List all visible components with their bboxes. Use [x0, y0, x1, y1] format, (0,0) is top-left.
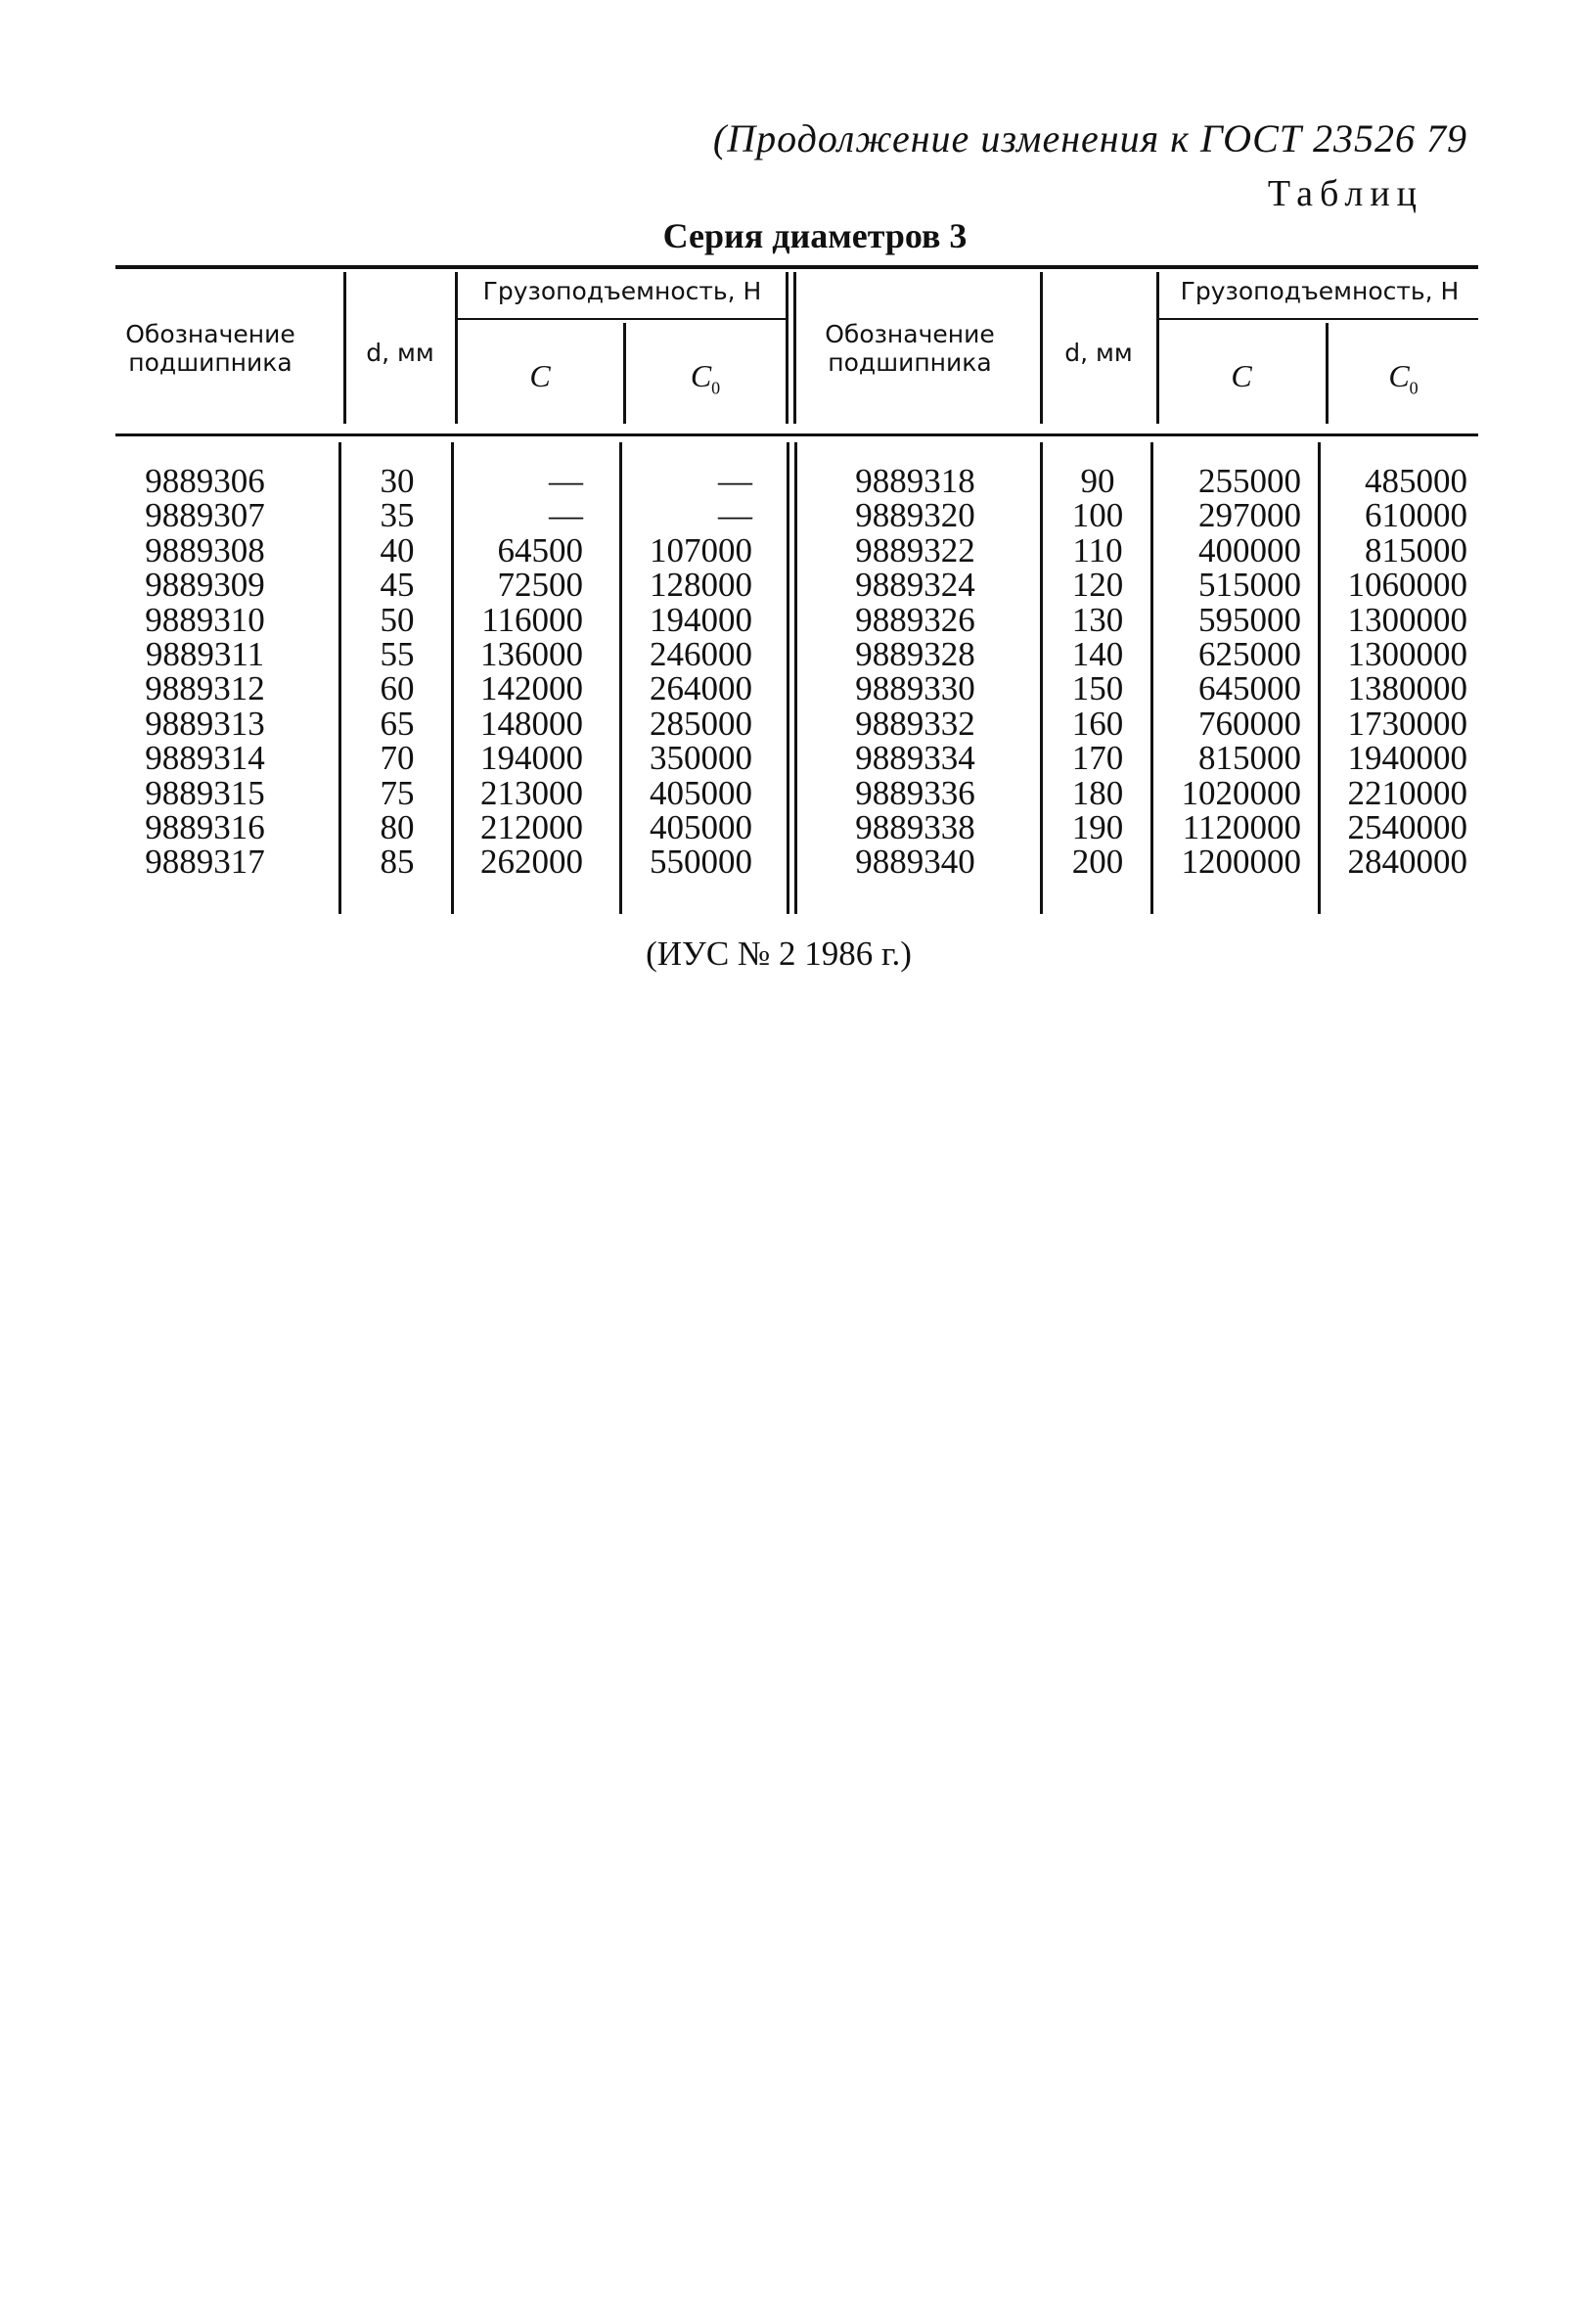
right-designation-column — [830, 464, 1001, 880]
table-cell-c: 515000 — [1198, 566, 1301, 605]
table-cell-d: 70 — [380, 739, 415, 778]
table-label: Таблиц — [1267, 173, 1423, 214]
col-header-designation: Обозначение подшипника — [825, 320, 995, 377]
table-cell-designation: 9889306 — [145, 462, 265, 500]
table-cell-c: 815000 — [1198, 739, 1301, 778]
header-divider — [786, 272, 788, 424]
header-divider — [1156, 272, 1159, 424]
table-cell-d: 180 — [1071, 773, 1124, 812]
body-divider — [1318, 442, 1321, 914]
table-cell-c0: 1300000 — [1347, 634, 1467, 673]
table-cell-c0: 285000 — [650, 704, 752, 743]
table-cell-c0: 610000 — [1365, 496, 1467, 535]
table-cell-d: 50 — [380, 600, 415, 639]
load-subheader-rule-left — [458, 318, 786, 320]
table-cell-c: 116000 — [481, 600, 583, 639]
table-cell-designation: 9889336 — [855, 773, 975, 812]
table-cell-c: 142000 — [480, 669, 583, 708]
col-header-c0: $C_0$ — [690, 358, 721, 398]
table-cell-c: 1120000 — [1182, 807, 1301, 846]
table-cell-d: 90 — [1080, 462, 1115, 500]
table-cell-d: 110 — [1072, 530, 1123, 570]
table-cell-d: 35 — [380, 496, 415, 535]
header-divider — [343, 272, 346, 424]
table-cell-c0: 107000 — [650, 530, 752, 570]
table-cell-c0: 194000 — [650, 600, 752, 639]
table-cell-designation: 9889338 — [855, 807, 975, 846]
col-header-c0: $C_0$ — [1388, 358, 1419, 398]
left-d-column — [342, 464, 452, 880]
table-cell-designation: 9889312 — [145, 669, 265, 708]
header-divider — [793, 272, 796, 424]
table-cell-c: 760000 — [1198, 704, 1301, 743]
table-cell-designation: 9889318 — [855, 462, 975, 500]
header-divider — [455, 272, 458, 424]
load-subheader-rule-right — [1159, 318, 1478, 320]
table-cell-designation: 9889334 — [855, 739, 975, 778]
table-cell-designation: 9889310 — [145, 600, 265, 639]
table-cell-c0: 550000 — [650, 843, 752, 882]
table-cell-c0: 350000 — [650, 739, 752, 778]
table-cell-designation: 9889320 — [855, 496, 975, 535]
table-cell-c: 64500 — [497, 530, 583, 570]
table-cell-d: 65 — [380, 704, 415, 743]
table-cell-c0: 1380000 — [1347, 669, 1467, 708]
table-cell-designation: 9889307 — [145, 496, 265, 535]
table-cell-d: 60 — [380, 669, 415, 708]
table-cell-c0: 1940000 — [1347, 739, 1467, 778]
col-header-designation: Обозначение подшипника — [125, 320, 295, 377]
table-cell-c: 255000 — [1198, 462, 1301, 500]
table-cell-d: 40 — [380, 530, 415, 570]
col-header-d: d, мм — [366, 339, 434, 367]
table-cell-c0: 1300000 — [1347, 600, 1467, 639]
left-c-column — [460, 464, 583, 880]
table-cell-d: 75 — [380, 773, 415, 812]
body-divider — [787, 442, 789, 914]
table-cell-d: 100 — [1071, 496, 1124, 535]
issue-note: (ИУС № 2 1986 г.) — [646, 934, 912, 973]
table-cell-c0: 2540000 — [1347, 807, 1467, 846]
table-cell-c: — — [549, 496, 583, 535]
table-cell-d: 150 — [1071, 669, 1124, 708]
table-cell-designation: 9889309 — [145, 566, 265, 605]
table-cell-c0: 2840000 — [1347, 843, 1467, 882]
table-cell-designation: 9889330 — [855, 669, 975, 708]
series-title: Серия диаметров 3 — [662, 216, 968, 255]
right-c-column — [1154, 464, 1301, 880]
table-cell-designation: 9889324 — [855, 566, 975, 605]
table-cell-d: 30 — [380, 462, 415, 500]
table-cell-c: 645000 — [1198, 669, 1301, 708]
body-divider — [619, 442, 622, 914]
body-divider — [338, 442, 341, 914]
col-header-c: C — [1231, 358, 1252, 393]
table-cell-c: 213000 — [480, 773, 583, 812]
table-cell-c: 194000 — [480, 739, 583, 778]
table-cell-d: 130 — [1071, 600, 1124, 639]
table-cell-designation: 9889316 — [145, 807, 265, 846]
table-cell-c: 148000 — [480, 704, 583, 743]
table-cell-c0: 264000 — [650, 669, 752, 708]
table-cell-c: 262000 — [480, 843, 583, 882]
body-divider — [794, 442, 797, 914]
table-cell-designation: 9889326 — [855, 600, 975, 639]
col-header-d: d, мм — [1064, 339, 1133, 367]
table-cell-c0: 1730000 — [1347, 704, 1467, 743]
table-cell-c: 136000 — [480, 634, 583, 673]
table-cell-c: 1020000 — [1181, 773, 1301, 812]
table-cell-designation: 9889332 — [855, 704, 975, 743]
table-cell-c: 1200000 — [1181, 843, 1301, 882]
table-cell-c0: 815000 — [1365, 530, 1467, 570]
table-cell-c: — — [549, 462, 583, 500]
table-cell-c0: 246000 — [650, 634, 752, 673]
table-cell-c0: 485000 — [1365, 462, 1467, 500]
table-cell-designation: 9889322 — [855, 530, 975, 570]
table-cell-designation: 9889317 — [145, 843, 265, 882]
table-cell-c0: 405000 — [650, 773, 752, 812]
left-designation-column — [119, 464, 291, 880]
left-c0-column — [626, 464, 752, 880]
table-cell-c: 72500 — [497, 566, 583, 605]
header-bottom-rule — [115, 433, 1478, 436]
table-cell-d: 120 — [1071, 566, 1124, 605]
table-cell-c: 595000 — [1198, 600, 1301, 639]
table-cell-designation: 9889308 — [145, 530, 265, 570]
table-cell-d: 85 — [380, 843, 415, 882]
table-cell-d: 160 — [1071, 704, 1124, 743]
table-cell-designation: 9889340 — [855, 843, 975, 882]
col-header-load: Грузоподъемность, Н — [1180, 277, 1460, 305]
table-cell-c: 400000 — [1198, 530, 1301, 570]
table-cell-c0: 128000 — [650, 566, 752, 605]
table-cell-designation: 9889314 — [145, 739, 265, 778]
table-top-rule — [115, 265, 1478, 269]
table-cell-designation: 9889315 — [145, 773, 265, 812]
table-cell-c0: 2210000 — [1347, 773, 1467, 812]
table-cell-designation: 9889313 — [145, 704, 265, 743]
table-cell-c: 297000 — [1198, 496, 1301, 535]
page-header: (Продолжение изменения к ГОСТ 23526 79 — [712, 116, 1467, 160]
table-cell-c: 625000 — [1198, 634, 1301, 673]
table-cell-d: 80 — [380, 807, 415, 846]
table-cell-c0: 1060000 — [1347, 566, 1467, 605]
right-d-column — [1043, 464, 1152, 880]
right-c0-column — [1323, 464, 1467, 880]
table-cell-designation: 9889311 — [145, 634, 265, 673]
table-cell-designation: 9889328 — [855, 634, 975, 673]
table-cell-d: 45 — [380, 566, 415, 605]
table-cell-d: 55 — [380, 634, 415, 673]
table-cell-d: 200 — [1071, 843, 1124, 882]
table-cell-d: 190 — [1071, 807, 1124, 846]
table-cell-c0: — — [718, 462, 752, 500]
col-header-c: C — [529, 358, 551, 393]
table-cell-d: 140 — [1071, 634, 1124, 673]
table-cell-c0: 405000 — [650, 807, 752, 846]
col-header-load: Грузоподъемность, Н — [482, 277, 762, 305]
table-cell-d: 170 — [1071, 739, 1124, 778]
table-cell-c: 212000 — [480, 807, 583, 846]
table-cell-c0: — — [718, 496, 752, 535]
